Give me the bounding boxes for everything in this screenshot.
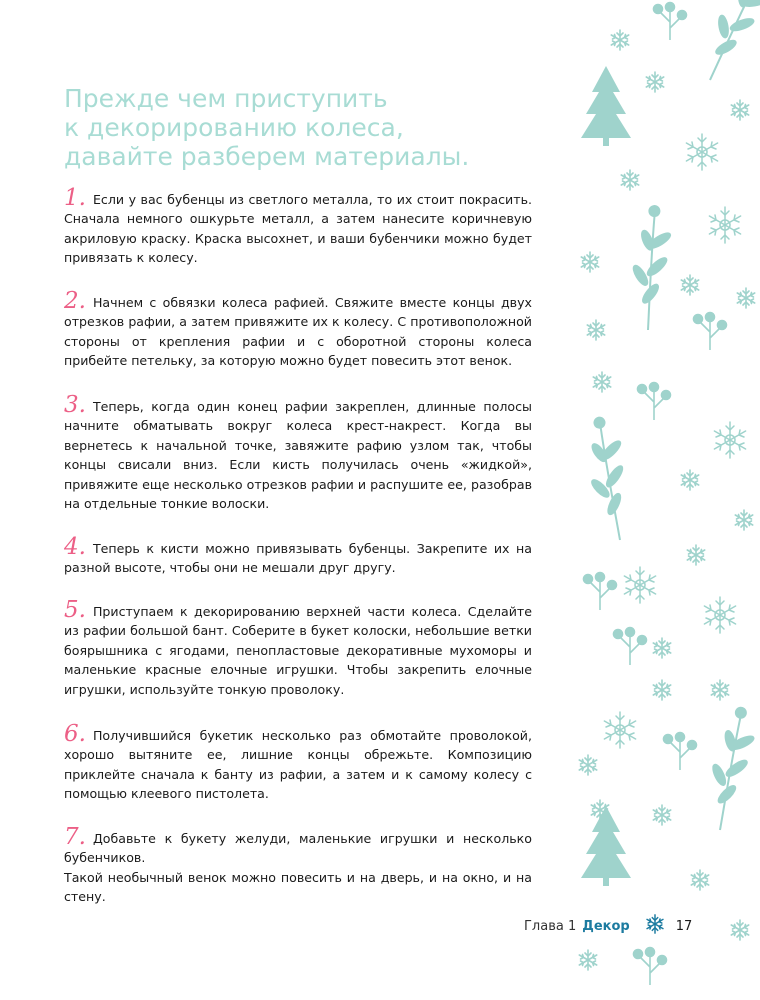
chapter-label: Глава 1 bbox=[524, 918, 577, 934]
step-text: Добавьте к букету желуди, маленькие игрушки и несколько бубенчиков. bbox=[64, 831, 532, 866]
step-text-extra: Такой необычный венок можно повесить и на дверь, и на окно, и на стену. bbox=[64, 869, 532, 905]
step-3 bbox=[64, 392, 532, 513]
heading-line: к декорированию колеса, bbox=[64, 113, 404, 142]
page-number: 17 bbox=[675, 918, 693, 934]
step-number: 6. bbox=[64, 721, 86, 747]
step-number: 1. bbox=[64, 185, 86, 211]
step-text: Начнем с обвязки колеса рафией. Свяжите вместе концы двух отрезков рафии, а затем привяжите их к колесу. С противоположной стороны от крепления рафии и с оборотной стороны колеса прибейте петельку, за которую можно будет повесить этот венок. bbox=[64, 295, 532, 369]
step-7 bbox=[64, 824, 532, 907]
step-4 bbox=[64, 534, 532, 578]
heading-line: Прежде чем приступить bbox=[64, 84, 388, 113]
step-number: 7. bbox=[64, 824, 86, 850]
page-footer bbox=[524, 916, 692, 936]
section-label: Декор bbox=[582, 918, 630, 934]
heading-line: давайте разберем материалы. bbox=[64, 142, 470, 171]
step-number: 4. bbox=[64, 534, 86, 560]
step-text: Приступаем к декорированию верхней части колеса. Сделайте из рафии большой бант. Соберите в букет колоски, небольшие ветки боярышника с ягодами, пенопластовые декоративные мухоморы и маленькие красные елочные игрушки. Чтобы закрепить елочные игрушки, используйте тонкую проволоку. bbox=[64, 604, 532, 697]
step-5 bbox=[64, 597, 532, 699]
page-heading bbox=[64, 84, 534, 171]
step-number: 3. bbox=[64, 392, 86, 418]
step-text: Теперь, когда один конец рафии закреплен, длинные полосы начните обматывать вокруг колеса крест-накрест. Когда вы вернетесь к начальной точке, завяжите рафию узлом так, чтобы концы свисали вниз. Если кисть получилась очень «жидкой», привяжите еще несколько отрезков рафии и распушите ее, разобрав на отдельные тонкие волоски. bbox=[64, 399, 532, 512]
step-text: Теперь к кисти можно привязывать бубенцы. Закрепите их на разной высоте, чтобы они не мешали друг другу. bbox=[64, 541, 532, 576]
step-number: 2. bbox=[64, 288, 86, 314]
step-6 bbox=[64, 721, 532, 804]
step-2 bbox=[64, 288, 532, 371]
winter-pattern-decor bbox=[570, 0, 760, 1000]
step-1 bbox=[64, 185, 532, 268]
step-number: 5. bbox=[64, 597, 86, 623]
snowflake-icon bbox=[644, 913, 666, 939]
step-text: Получившийся букетик несколько раз обмотайте проволокой, хорошо вытяните ее, лишние концы обрежьте. Композицию приклейте сначала к банту из рафии, а затем и к самому колесу с помощью клеевого пистолета. bbox=[64, 728, 532, 802]
step-text: Если у вас бубенцы из светлого металла, то их стоит покрасить. Сначала немного ошкурьте металл, а затем нанесите коричневую акриловую краску. Краска высохнет, и ваши бубенчики можно будет привязать к колесу. bbox=[64, 192, 532, 266]
